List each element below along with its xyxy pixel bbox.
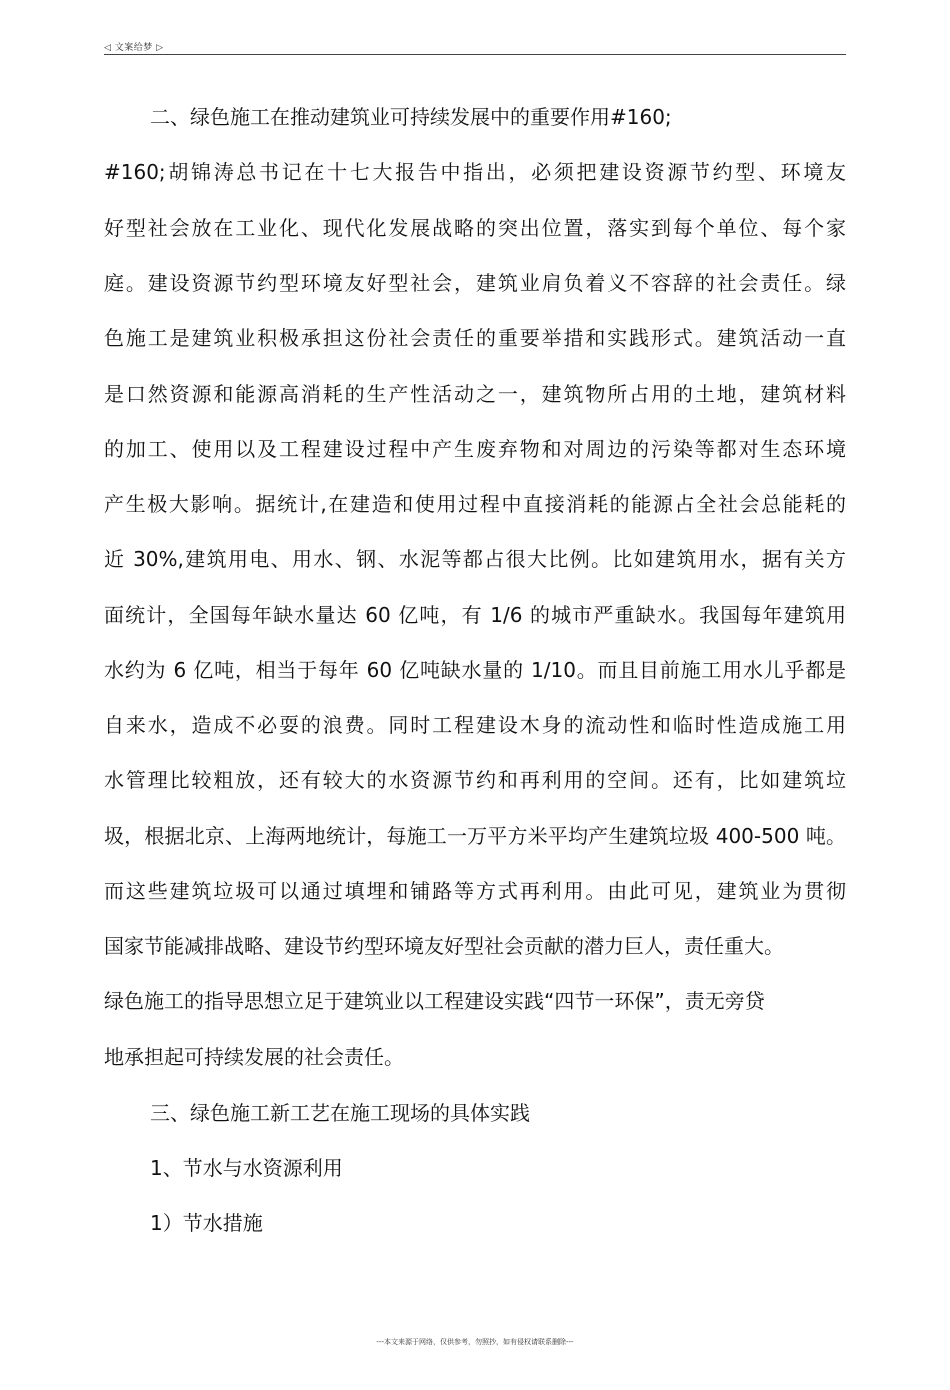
paragraph-line: #160;胡锦涛总书记在十七大报告中指出，必须把建设资源节约型、环境友 (104, 160, 846, 184)
paragraph-line: 地承担起可持续发展的社会责任。 (104, 1045, 404, 1069)
paragraph-line: 庭。建设资源节约型环境友好型社会，建筑业肩负着义不容辞的社会责任。绿 (104, 271, 846, 295)
paragraph-line: 近 30%,建筑用电、用水、钢、水泥等都占很大比例。比如建筑用水，据有关方 (104, 547, 846, 571)
section-heading-2: 二、绿色施工在推动建筑业可持续发展中的重要作用#160; (150, 105, 672, 129)
paragraph-line: 圾，根据北京、上海两地统计，每施工一万平方米平均产生建筑垃圾 400-500 吨。 (104, 824, 846, 848)
section-heading-3: 三、绿色施工新工艺在施工现场的具体实践 (150, 1101, 530, 1125)
paragraph-line: 绿色施工的指导思想立足于建筑业以工程建设实践“四节一环保”，责无旁贷 (104, 989, 765, 1013)
paragraph-line: 国家节能减排战略、建设节约型环境友好型社会贡献的潜力巨人，责任重大。 (104, 934, 784, 958)
paragraph-line: 水管理比较粗放，还有较大的水资源节约和再利用的空间。还有，比如建筑垃 (104, 768, 846, 792)
paragraph-line: 是口然资源和能源高消耗的生产性活动之一，建筑物所占用的土地，建筑材料 (104, 382, 846, 406)
paragraph-line: 面统计，全国每年缺水量达 60 亿吨，有 1/6 的城市严重缺水。我国每年建筑用 (104, 603, 846, 627)
paragraph-line: 色施工是建筑业积极承担这份社会责任的重要举措和实践形式。建筑活动一直 (104, 326, 846, 350)
header-label: ◁ 文案给梦 ▷ (104, 43, 164, 53)
paragraph-line: 好型社会放在工业化、现代化发展战略的突出位置，落实到每个单位、每个家 (104, 216, 846, 240)
paragraph-line: 产生极大影响。据统计,在建造和使用过程中直接消耗的能源占全社会总能耗的 (104, 492, 846, 516)
footer-disclaimer: ---本文来源于网络，仅供参考，勿照抄，如有侵权请联系删除--- (376, 1338, 574, 1346)
sub-subsection-heading: 1）节水措施 (150, 1211, 263, 1235)
paragraph-line: 的加工、使用以及工程建设过程中产生废弃物和对周边的污染等都对生态环境 (104, 437, 846, 461)
paragraph-line: 自来水，造成不必耍的浪费。同时工程建设木身的流动性和临时性造成施工用 (104, 713, 846, 737)
subsection-heading: 1、节水与水资源利用 (150, 1156, 343, 1180)
header-divider (104, 54, 846, 55)
paragraph-line: 而这些建筑垃圾可以通过填埋和铺路等方式再利用。由此可见，建筑业为贯彻 (104, 879, 846, 903)
paragraph-line: 水约为 6 亿吨，相当于每年 60 亿吨缺水量的 1/10。而且目前施工用水儿乎都是 (104, 658, 846, 682)
